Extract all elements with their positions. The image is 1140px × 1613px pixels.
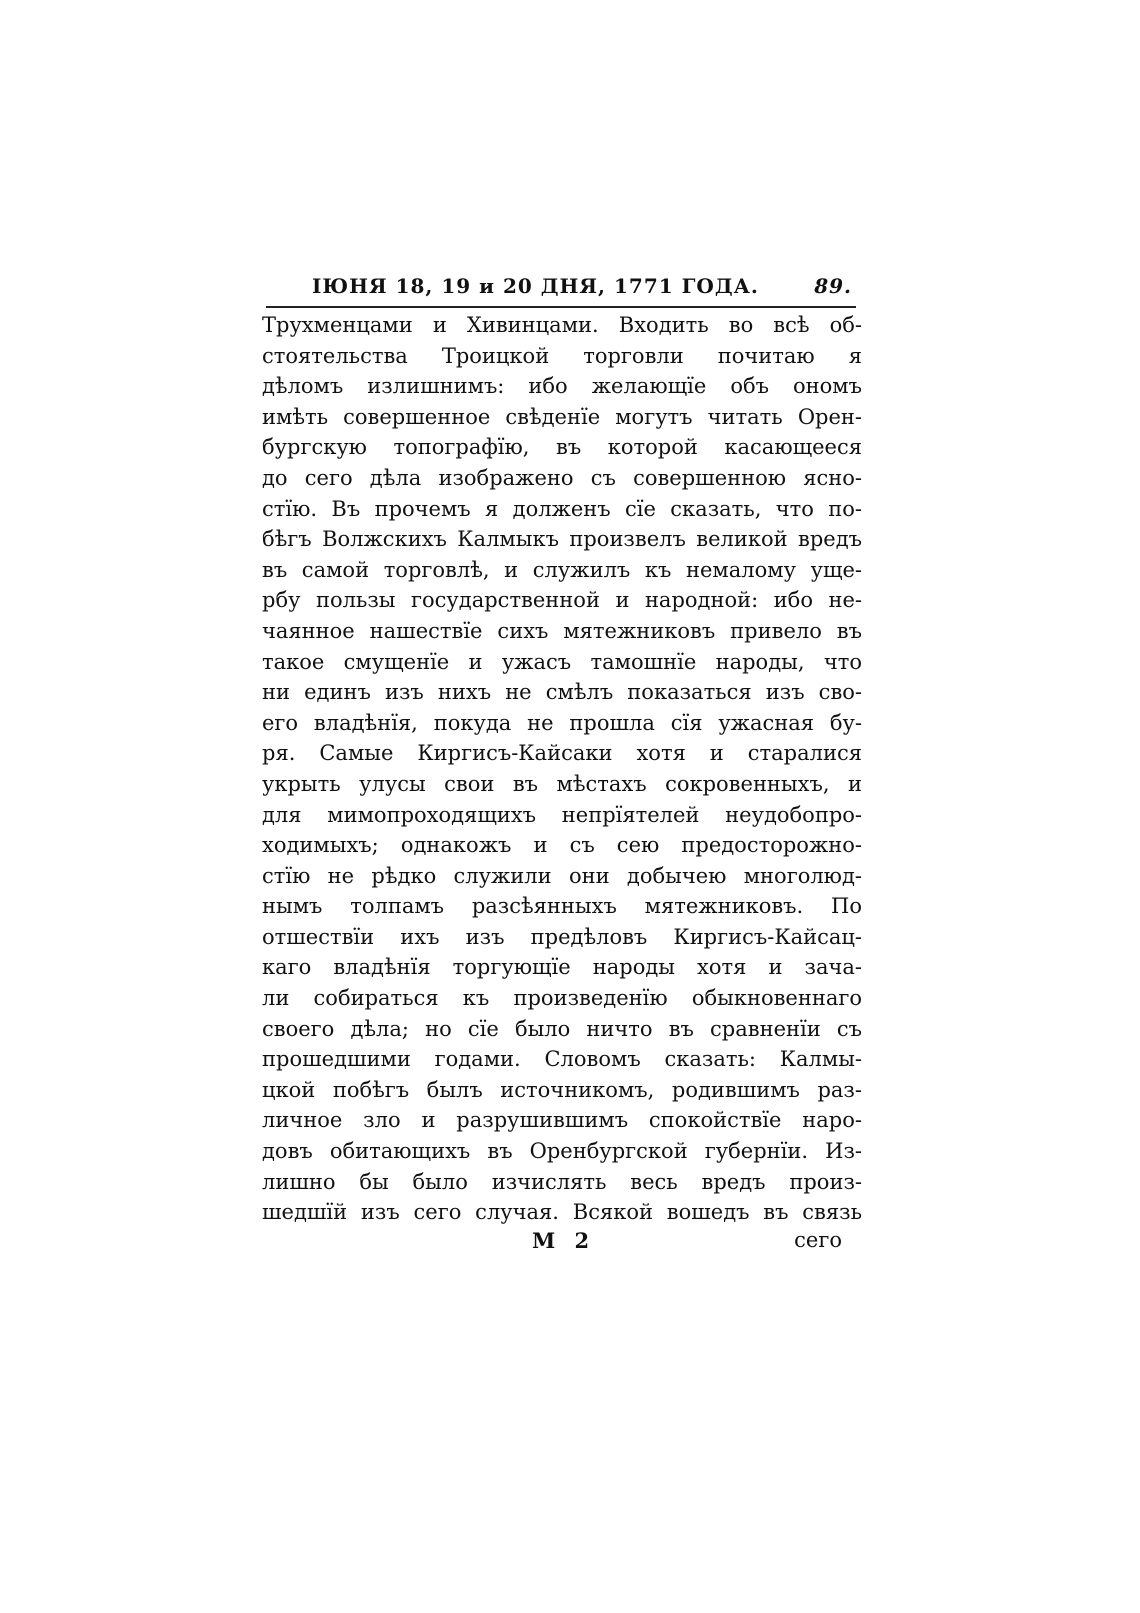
text-line: шедшїй изъ сего случая. Всякой вошедъ въ связь	[262, 1200, 862, 1225]
text-line: цкой побѣгъ былъ источникомъ, родившимъ раз-	[262, 1077, 862, 1102]
text-line: для мимопроходящихъ непрїятелей неудобопро-	[262, 802, 862, 827]
text-line: ли собираться къ произведенїю обыкновеннаго	[262, 986, 862, 1011]
text-line: до сего дѣла изображено съ совершенною ясно-	[262, 465, 862, 490]
text-line: каго владѣнїя торгующїе народы хотя и зача-	[262, 955, 862, 980]
signature-mark: M 2	[532, 1227, 596, 1253]
text-line: укрыть улусы свои въ мѣстахъ сокровенныхъ, и	[262, 771, 862, 796]
running-head	[262, 270, 862, 306]
text-line: прошедшими годами. Словомъ сказать: Калмы-	[262, 1047, 862, 1072]
text-line: отшествїи ихъ изъ предѣловъ Киргисъ-Кайсац-	[262, 924, 862, 949]
text-line: бургскую топографїю, въ которой касающееся	[262, 435, 862, 460]
text-line: стоятельства Троицкой торговли почитаю я	[262, 343, 862, 368]
catchword: сего	[794, 1227, 842, 1252]
text-line: лишно бы было изчислять весь вредъ произ-	[262, 1169, 862, 1194]
text-line: въ самой торговлѣ, и служилъ къ немалому уще-	[262, 557, 862, 582]
text-line: бѣгъ Волжскихъ Калмыкъ произвелъ великой вредъ	[262, 527, 862, 552]
text-line: ря. Самые Киргисъ-Кайсаки хотя и старалися	[262, 741, 862, 766]
text-line: имѣть совершенное свѣденїе могутъ читать Орен-	[262, 404, 862, 429]
text-line: Трухменцами и Хивинцами. Входить во всѣ об-	[262, 313, 862, 337]
text-line: стїю не рѣдко служили они добычею многолюд-	[262, 863, 862, 888]
text-line: рбу пользы государственной и народной: ибо не-	[262, 588, 862, 613]
text-line: такое смущенїе и ужасъ тамошнїе народы, что	[262, 649, 862, 674]
text-line: довъ обитающихъ въ Оренбургской губернїи. Из-	[262, 1139, 862, 1164]
running-head-title: ІЮНЯ 18, 19 и 20 ДНЯ, 1771 ГОДА.	[312, 274, 759, 298]
text-line: его владѣнїя, покуда не прошла сїя ужасная бу-	[262, 710, 862, 735]
text-line: ни единъ изъ нихъ не смѣлъ показаться изъ сво-	[262, 680, 862, 705]
head-rule	[266, 306, 856, 308]
body-text	[262, 310, 862, 1228]
text-line: стїю. Въ прочемъ я долженъ сїе сказать, что по-	[262, 496, 862, 521]
page-footer	[262, 1228, 862, 1258]
text-block	[262, 270, 862, 1258]
text-line: ходимыхъ; однакожъ и съ сею предосторожно-	[262, 833, 862, 858]
text-line: нымъ толпамъ разсѣянныхъ мятежниковъ. По	[262, 894, 862, 919]
text-line: чаянное нашествїе сихъ мятежниковъ привело въ	[262, 618, 862, 643]
page-number: 89.	[814, 274, 852, 298]
text-line: своего дѣла; но сїе было ничто въ сравненїи съ	[262, 1016, 862, 1041]
text-line: дѣломъ излишнимъ: ибо желающїе объ ономъ	[262, 374, 862, 399]
text-line: личное зло и разрушившимъ спокойствїе наро-	[262, 1108, 862, 1133]
